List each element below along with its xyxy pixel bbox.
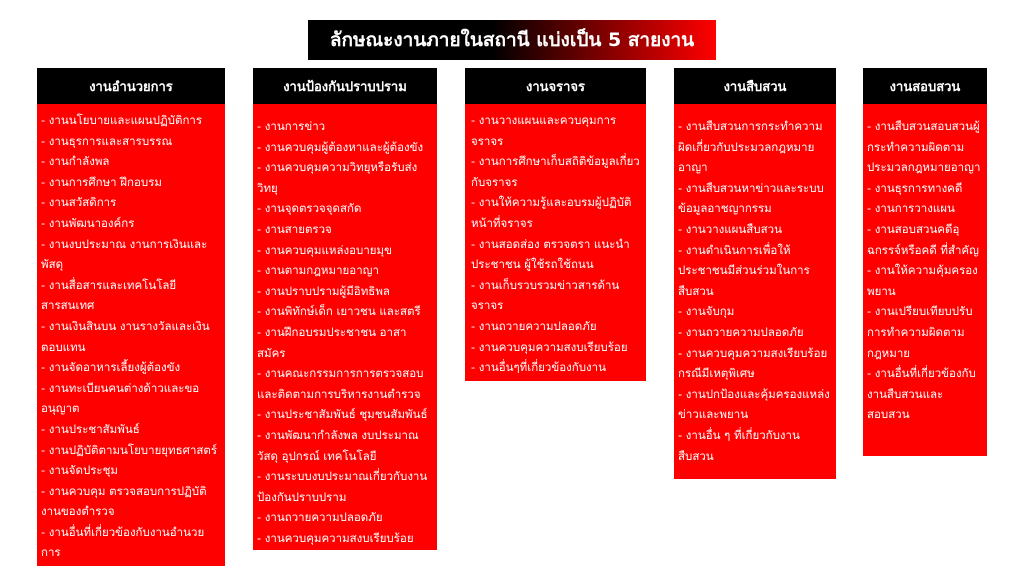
- list-item: - งานควบคุมแหล่งอบายมุข: [257, 242, 392, 257]
- list-item: - งานปราบปรามผู้มีอิทธิพล: [257, 283, 390, 298]
- list-item: - งานควบคุมความสงบเรียบร้อย: [471, 339, 628, 354]
- list-item: - งานควบคุม ตรวจสอบการปฏิบัติงานของตำรวจ: [41, 483, 207, 519]
- list-item: - งานเงินสินบน งานรางวัลและเงินตอบแทน: [41, 318, 210, 354]
- list-item: - งานพิทักษ์เด็ก เยาวชน และสตรี: [257, 304, 421, 319]
- column-header: งานสืบสวน: [674, 68, 836, 104]
- column-body: [465, 104, 646, 381]
- list-item: - งานนโยบายและแผนปฏิบัติการ: [41, 113, 203, 127]
- list-item: - งานงบประมาณ งานการเงินและพัสดุ: [41, 236, 208, 272]
- list-item: - งานเก็บรวบรวมข่าวสารด้านจราจร: [471, 277, 620, 313]
- list-item: - งานอื่นที่เกี่ยวกับงานป้องกัน: [257, 551, 401, 566]
- list-item: - งานธุรการทางคดี: [867, 180, 963, 195]
- list-item: - งานจัดอาหารเลี้ยงผู้ต้องขัง: [41, 360, 181, 375]
- column-body: [863, 104, 987, 456]
- list-item: - งานอื่น ๆ ที่เกี่ยวกับงานสืบสวน: [678, 427, 800, 463]
- list-item: - งานฝึกอบรมประชาชน อาสาสมัคร: [257, 324, 407, 360]
- column-prevention-suppression: [253, 68, 437, 566]
- list-item: - งานให้ความรู้และอบรมผู้ปฏิบัติหน้าที่จราจร: [471, 195, 632, 230]
- diagram-title: ลักษณะงานภายในสถานี แบ่งเป็น 5 สายงาน: [308, 20, 716, 60]
- list-item: - งานสืบสวนการกระทำความผิดเกี่ยวกับประมวลกฎหมายอาญา: [678, 119, 823, 175]
- list-item: - งานคณะกรรมการการตรวจสอบและติดตามการบริหารงานตำรวจ: [257, 366, 424, 401]
- list-item: - งานเปรียบเทียบปรับการทำความผิดตามกฎหมาย: [867, 304, 973, 360]
- list-item: - งานทะเบียนคนต่างด้าวและขออนุญาต: [41, 380, 200, 416]
- list-item: - งานการข่าว: [257, 119, 326, 133]
- column-header: งานจราจร: [465, 68, 646, 104]
- list-item: - งานวางแผนสืบสวน: [678, 221, 782, 236]
- list-item: - งานอื่นๆที่เกี่ยวข้องกับงาน: [471, 360, 606, 375]
- list-item: - งานปฏิบัติตามนโยบายยุทธศาสตร์: [41, 442, 218, 457]
- column-body: [253, 104, 437, 566]
- list-item: - งานประชาสัมพันธ์ ชุมชนสัมพันธ์: [257, 407, 428, 422]
- column-header: งานสอบสวน: [863, 68, 987, 104]
- list-item: - งานสอดส่อง ตรวจตรา แนะนำประชาชน ผู้ใช้รถใช้ถนน: [471, 236, 630, 272]
- list-item: - งานถวายความปลอดภัย: [257, 510, 383, 525]
- list-item: - งานประชาสัมพันธ์: [41, 421, 140, 436]
- list-item: - งานควบคุมความวิทยุหรือรับส่งวิทยุ: [257, 160, 418, 195]
- list-item: - งานจุดตรวจจุดสกัด: [257, 201, 362, 216]
- list-item: - งานสายตรวจ: [257, 221, 332, 236]
- list-item: - งานควบคุมผู้ต้องหาและผู้ต้องขัง: [257, 139, 424, 154]
- list-item: - งานควบคุมความสงเรียบร้อย กรณีมีเหตุพิเศษ: [678, 345, 828, 381]
- list-item: - งานการศึกษาเก็บสถิติข้อมูลเกี่ยวกับจราจร: [471, 154, 640, 189]
- list-item: - งานสืบสวนหาข่าวและระบบข้อมูลอาชญากรรม: [678, 180, 824, 216]
- list-item: - งานตามกฎหมายอาญา: [257, 263, 379, 278]
- list-item: - งานการศึกษา ฝึกอบรม: [41, 174, 162, 189]
- list-item: - งานสวัสดิการ: [41, 195, 117, 210]
- list-item: - งานพัฒนากำลังพล งบประมาณ วัสดุ อุปกรณ์ เทคโนโลยี: [257, 427, 419, 463]
- column-administration: [37, 68, 225, 566]
- list-item: - งานการวางแผน: [867, 201, 955, 216]
- column-inquiry: [863, 68, 987, 456]
- list-item: - งานสื่อสารและเทคโนโลยีสารสนเทศ: [41, 277, 177, 313]
- column-header: งานป้องกันปราบปราม: [253, 68, 437, 104]
- list-item: - งานควบคุมความสงบเรียบร้อย: [257, 530, 414, 545]
- list-item: - งานให้ความคุ้มครองพยาน: [867, 263, 978, 298]
- list-item: - งานวางแผนและควบคุมการจราจร: [471, 113, 617, 148]
- list-item: - งานดำเนินการเพื่อให้ประชาชนมีส่วนร่วมในการสืบสวน: [678, 242, 810, 298]
- column-body: [37, 104, 225, 566]
- list-item: - งานพัฒนาองค์กร: [41, 215, 135, 230]
- list-item: - งานถวายความปลอดภัย: [471, 318, 597, 333]
- list-item: - งานสืบสวนสอบสวนผู้กระทำความผิดตามประมวลกฎหมายอาญา: [867, 119, 981, 175]
- list-item: - งานปกป้องและคุ้มครองแหล่งข่าวและพยาน: [678, 386, 830, 422]
- column-body: [674, 104, 836, 479]
- list-item: - งานธุรการและสารบรรณ: [41, 133, 173, 148]
- list-item: - งานอื่นที่เกี่ยวข้องกับงานอำนวยการ: [41, 524, 205, 560]
- list-item: - งานสอบสวนคดีอุฉกรรจ์หรือคดี ที่สำคัญ: [867, 221, 979, 257]
- list-item: - งานจัดประชุม: [41, 463, 118, 478]
- column-traffic: [465, 68, 646, 381]
- list-item: - งานถวายความปลอดภัย: [678, 324, 804, 339]
- list-item: - งานระบบงบประมาณเกี่ยวกับงานป้องกันปราบปราม: [257, 469, 428, 504]
- list-item: - งานอื่นที่เกี่ยวข้องกับงานสืบสวนและสอบสวน: [867, 366, 976, 422]
- column-header: งานอำนวยการ: [37, 68, 225, 104]
- column-investigation: [674, 68, 836, 479]
- list-item: - งานกำลังพล: [41, 154, 110, 169]
- list-item: - งานจับกุม: [678, 304, 735, 319]
